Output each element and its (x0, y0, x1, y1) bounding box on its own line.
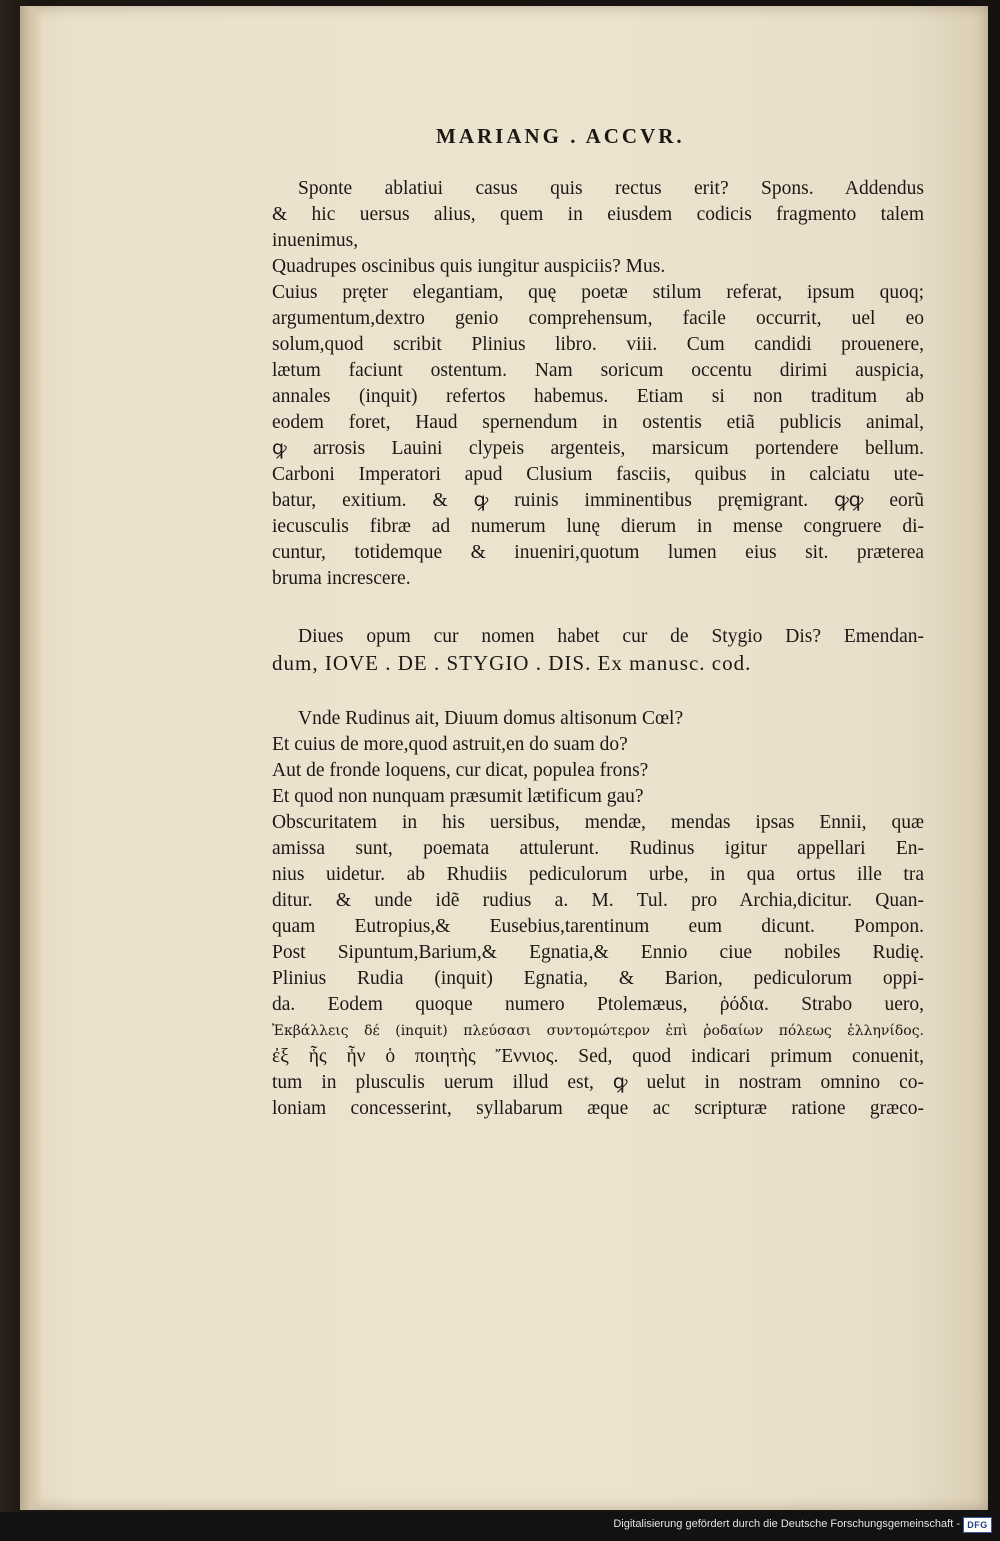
text-line: Plinius Rudia (inquit) Egnatia, & Barion, pediculorum oppi- (272, 968, 924, 989)
text-line: Et quod non nunquam præsumit lætificum gau? (272, 786, 644, 807)
text-line: ditur. & unde idẽ rudius a. M. Tul. pro Archia,dicitur. Quan- (272, 890, 924, 911)
footer-bar (0, 1512, 1000, 1541)
text-line: batur, exitium. & ꝙ ruinis imminentibus pręmigrant. ꝙꝙ eorũ (272, 490, 924, 511)
text-line: iecusculis fibræ ad numerum lunę dierum in mense congruere di- (272, 516, 924, 537)
text-line: Cuius pręter elegantiam, quę poetæ stilum referat, ipsum quoq; (272, 282, 924, 303)
text-line: ἐξ ἧς ἦν ὁ ποιητὴς Ἔννιος. Sed, quod indicari primum conuenit, (272, 1046, 924, 1067)
text-line: Et cuius de more,quod astruit,en do suam do? (272, 734, 628, 755)
text-line: Diues opum cur nomen habet cur de Stygio Dis? Emendan- (298, 626, 924, 647)
text-line: ꝙ arrosis Lauini clypeis argenteis, marsicum portendere bellum. (272, 438, 924, 459)
text-line: quam Eutropius,& Eusebius,tarentinum eum dicunt. Pompon. (272, 916, 924, 937)
paragraph-gap (272, 676, 924, 706)
text-line: Sponte ablatiui casus quis rectus erit? Spons. Addendus (298, 178, 924, 199)
text-line: nius uidetur. ab Rhudiis pediculorum urbe, in qua ortus ille tra (272, 864, 924, 885)
funding-credit: Digitalisierung gefördert durch die Deutsche Forschungsgemeinschaft - (613, 1518, 960, 1530)
text-line: amissa sunt, poemata attulerunt. Rudinus igitur appellari En- (272, 838, 924, 859)
text-line: cuntur, totidemque & inueniri,quotum lumen eius sit. præterea (272, 542, 924, 563)
dfg-logo-icon[interactable]: DFG (963, 1517, 992, 1533)
text-line: dum, IOVE . DE . STYGIO . DIS. Ex manusc. cod. (272, 651, 752, 675)
text-line: Obscuritatem in his uersibus, mendæ, mendas ipsas Ennii, quæ (272, 812, 924, 833)
text-line: argumentum,dextro genio comprehensum, facile occurrit, uel eo (272, 308, 924, 329)
text-line: loniam concesserint, syllabarum æque ac scripturæ ratione græco- (272, 1098, 924, 1119)
text-line: Carboni Imperatori apud Clusium fasciis, quibus in calciatu ute- (272, 464, 924, 485)
running-head: MARIANG . ACCVR. (436, 124, 685, 148)
text-line: da. Eodem quoque numero Ptolemæus, ῥόδια. Strabo uero, (272, 994, 924, 1015)
main-text (272, 176, 924, 1122)
text-line: Vnde Rudinus ait, Diuum domus altisonum Cœl? (298, 708, 684, 729)
text-line-greek: Ἐκβάλλεις δέ (inquit) πλεύσασι συντομώτερον ἐπὶ ῥοδαίων πόλεως ἑλληνίδος. (272, 1023, 924, 1039)
text-line: Aut de fronde loquens, cur dicat, populea frons? (272, 760, 649, 781)
text-line: eodem foret, Haud spernendum in ostentis etiã publicis animal, (272, 412, 924, 433)
paragraph-gap (272, 592, 924, 624)
text-line: & hic uersus alius, quem in eiusdem codicis fragmento talem (272, 204, 924, 225)
page-gutter-edge (20, 6, 42, 1510)
text-line: solum,quod scribit Plinius libro. viii. Cum candidi prouenere, (272, 334, 924, 355)
text-line: Quadrupes oscinibus quis iungitur auspiciis? Mus. (272, 256, 666, 277)
text-line: lætum faciunt ostentum. Nam soricum occentu dirimi auspicia, (272, 360, 924, 381)
text-line: inuenimus, (272, 230, 359, 251)
text-line: Post Sipuntum,Barium,& Egnatia,& Ennio ciue nobiles Rudię. (272, 942, 924, 963)
text-line: tum in plusculis uerum illud est, ꝙ uelut in nostram omnino co- (272, 1072, 924, 1093)
text-line: bruma increscere. (272, 568, 411, 589)
text-line: annales (inquit) refertos habemus. Etiam si non traditum ab (272, 386, 924, 407)
